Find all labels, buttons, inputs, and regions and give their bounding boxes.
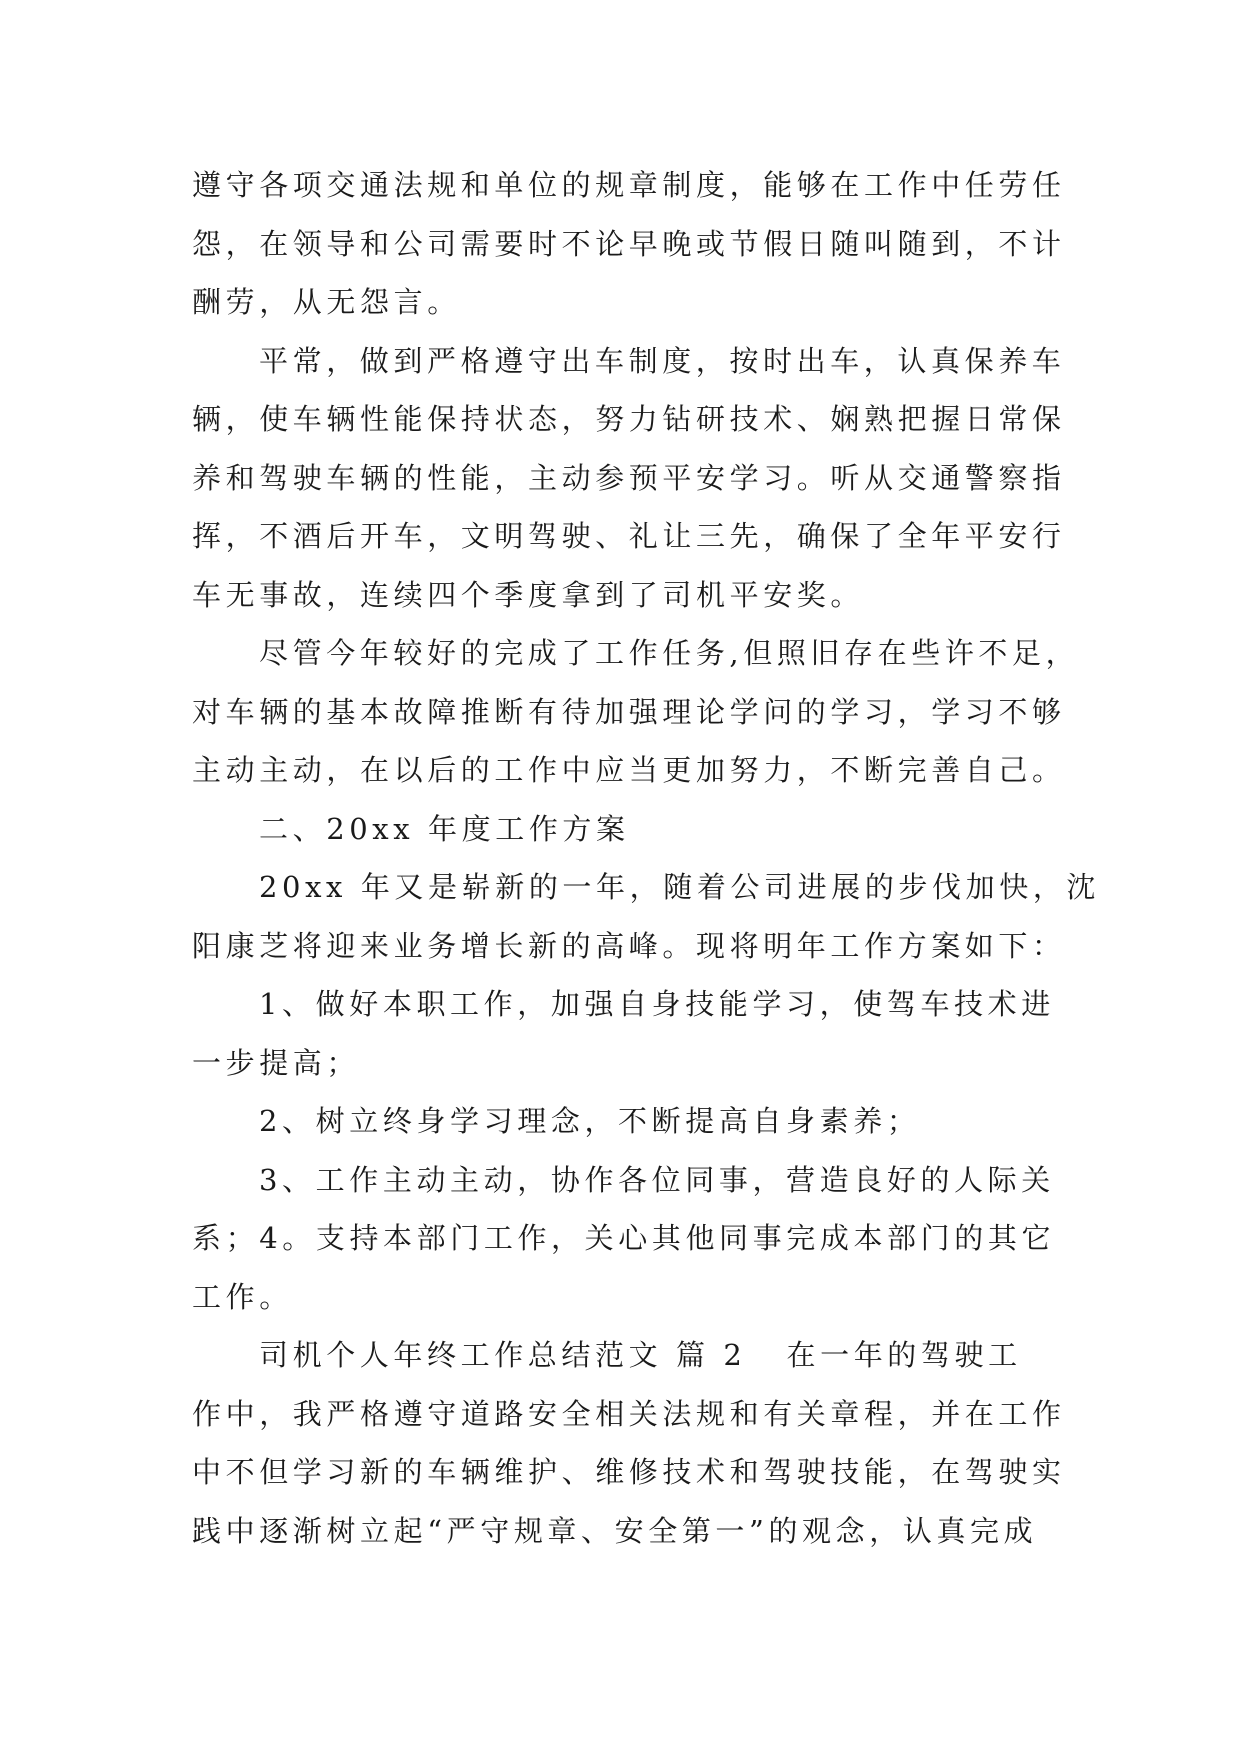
- list-item-3-line-2: 系；4。支持本部门工作，关心其他同事完成本部门的其它: [192, 1221, 1056, 1255]
- list-item-1-line-1: 1、做好本职工作，加强自身技能学习，使驾车技术进: [259, 987, 1055, 1021]
- body-line-14: 阳康芝将迎来业务增长新的高峰。现将明年工作方案如下：: [192, 928, 1066, 963]
- body-line-6: 养和驾驶车辆的性能，主动参预平安学习。听从交通警察指: [192, 460, 1066, 495]
- body-line-22: 作中，我严格遵守道路安全相关法规和有关章程，并在工作: [192, 1396, 1066, 1431]
- body-line-13: 20xx 年又是崭新的一年，随着公司进展的步伐加快，沈: [259, 870, 1101, 904]
- article-title: 司机个人年终工作总结范文 篇 2: [259, 1338, 747, 1372]
- body-line-8: 车无事故，连续四个季度拿到了司机平安奖。: [192, 577, 865, 612]
- section-heading-plan: 二、20xx 年度工作方案: [259, 811, 630, 846]
- body-line-1: 遵守各项交通法规和单位的规章制度，能够在工作中任劳任: [192, 168, 1066, 202]
- body-line-3: 酬劳，从无怨言。: [192, 285, 461, 319]
- body-line-24: 践中逐渐树立起“严守规章、安全第一”的观念，认真完成: [192, 1513, 1038, 1548]
- list-item-2: 2、树立终身学习理念，不断提高自身素养；: [259, 1104, 921, 1138]
- document-body: [192, 156, 1101, 1560]
- body-line-23: 中不但学习新的车辆维护、维修技术和驾驶技能，在驾驶实: [192, 1455, 1066, 1489]
- article-intro-start: 在一年的驾驶工: [786, 1338, 1022, 1372]
- list-item-3-line-3: 工作。: [192, 1279, 293, 1314]
- body-line-9: 尽管今年较好的完成了工作任务,但照旧存在些许不足，: [259, 636, 1080, 670]
- body-line-5: 辆，使车辆性能保持状态，努力钻研技术、娴熟把握日常保: [192, 402, 1066, 436]
- body-line-7: 挥，不酒后开车，文明驾驶、礼让三先，确保了全年平安行: [192, 519, 1066, 553]
- body-line-10: 对车辆的基本故障推断有待加强理论学问的学习，学习不够: [192, 694, 1066, 729]
- list-item-3-line-1: 3、工作主动主动，协作各位同事，营造良好的人际关: [259, 1162, 1055, 1197]
- body-line-4: 平常，做到严格遵守出车制度，按时出车，认真保养车: [259, 343, 1066, 378]
- body-line-11: 主动主动，在以后的工作中应当更加努力，不断完善自己。: [192, 753, 1066, 787]
- article-title-line: [192, 1326, 1072, 1385]
- body-line-2: 怨，在领导和公司需要时不论早晚或节假日随叫随到，不计: [192, 226, 1066, 261]
- list-item-1-line-2: 一步提高；: [192, 1045, 361, 1080]
